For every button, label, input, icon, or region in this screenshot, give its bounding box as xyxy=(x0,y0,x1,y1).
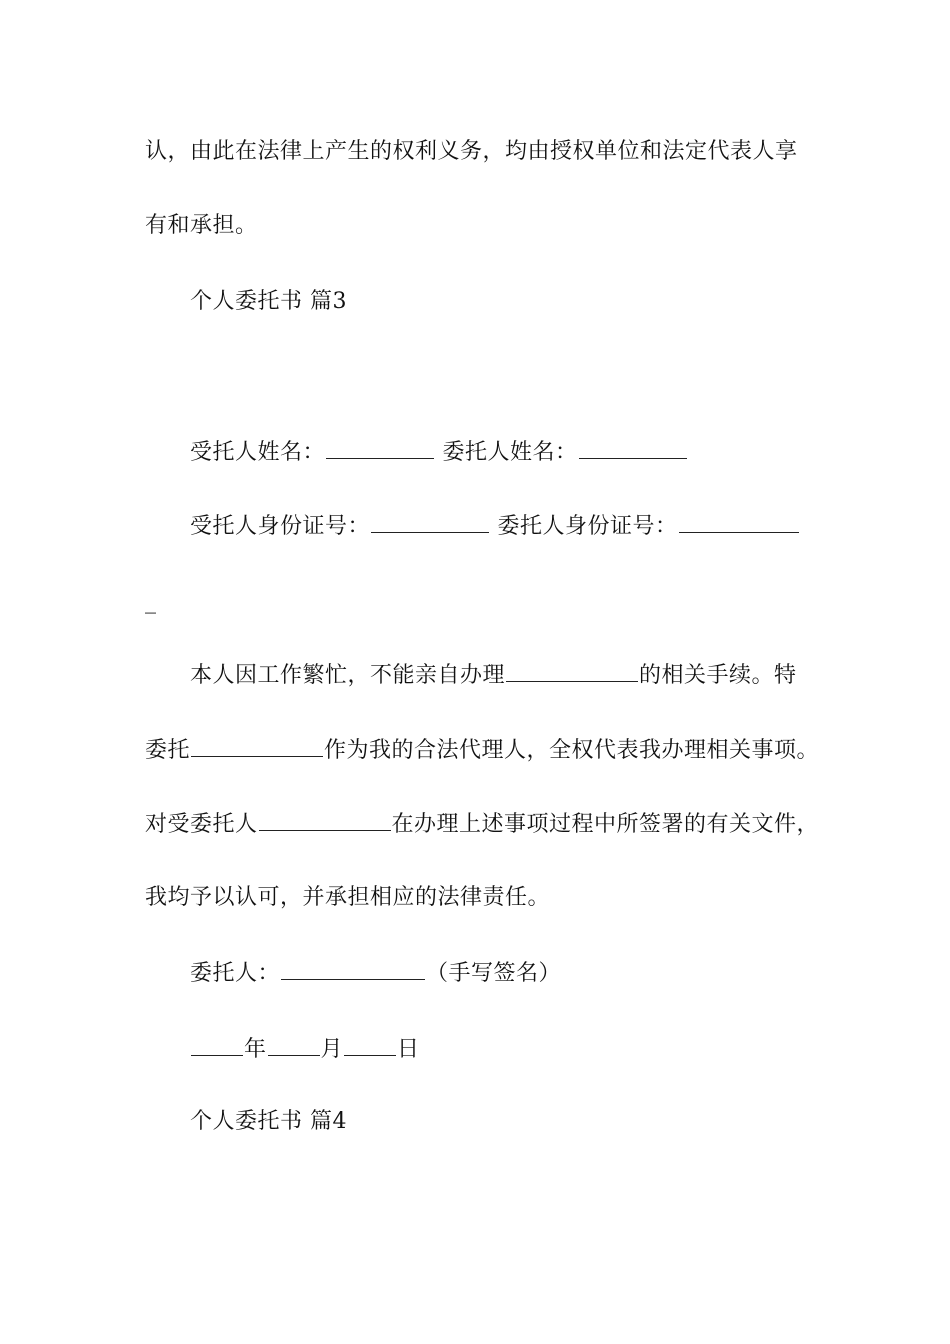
trustee-name-label: 受托人姓名： xyxy=(190,440,326,465)
underscore-text: _ xyxy=(145,589,157,614)
text: 对受委托人 xyxy=(145,812,258,837)
heading-text: 个人委托书 篇4 xyxy=(190,1109,347,1134)
day-label: 日 xyxy=(397,1037,420,1062)
delegator-name-blank xyxy=(579,436,687,459)
name-fields-row xyxy=(190,436,688,468)
delegator-name-label: 委托人姓名： xyxy=(442,440,578,465)
agent-blank xyxy=(191,734,323,757)
delegator-id-blank xyxy=(679,510,799,533)
signature-blank xyxy=(281,957,425,980)
trustee-id-label: 受托人身份证号： xyxy=(190,514,371,539)
text: 有和承担。 xyxy=(145,213,258,238)
trustee-id-blank xyxy=(371,510,489,533)
signature-label: 委托人： xyxy=(190,961,281,986)
section-heading xyxy=(190,1107,347,1137)
signature-row xyxy=(190,957,561,989)
delegator-id-label: 委托人身份证号： xyxy=(497,514,678,539)
paragraph-line xyxy=(190,659,797,691)
id-fields-row xyxy=(190,510,800,542)
month-blank xyxy=(268,1033,320,1056)
paragraph-line xyxy=(145,137,798,167)
text: 作为我的合法代理人，全权代表我办理相关事项。 xyxy=(324,738,820,763)
text: 我均予以认可，并承担相应的法律责任。 xyxy=(145,885,551,910)
heading-text: 个人委托书 篇3 xyxy=(190,289,347,314)
paragraph-line xyxy=(145,211,258,241)
wrapped-underscore-line xyxy=(145,587,157,617)
day-blank xyxy=(344,1033,396,1056)
paragraph-line xyxy=(145,808,819,840)
year-blank xyxy=(191,1033,243,1056)
text: 在办理上述事项过程中所签署的有关文件， xyxy=(391,812,820,837)
text: 的相关手续。特 xyxy=(639,663,797,688)
date-row xyxy=(190,1033,420,1065)
paragraph-line xyxy=(145,883,550,913)
text: 认，由此在法律上产生的权利义务，均由授权单位和法定代表人享 xyxy=(145,139,798,164)
entrusted-blank xyxy=(259,808,391,831)
text: 委托 xyxy=(145,738,191,763)
month-label: 月 xyxy=(320,1037,344,1062)
text: 本人因工作繁忙，不能亲自办理 xyxy=(190,663,506,688)
trustee-name-blank xyxy=(326,436,434,459)
matter-blank xyxy=(506,659,638,682)
section-heading xyxy=(190,287,347,317)
year-label: 年 xyxy=(244,1037,267,1062)
paragraph-line xyxy=(145,734,819,766)
signature-note: （手写签名） xyxy=(426,961,562,986)
